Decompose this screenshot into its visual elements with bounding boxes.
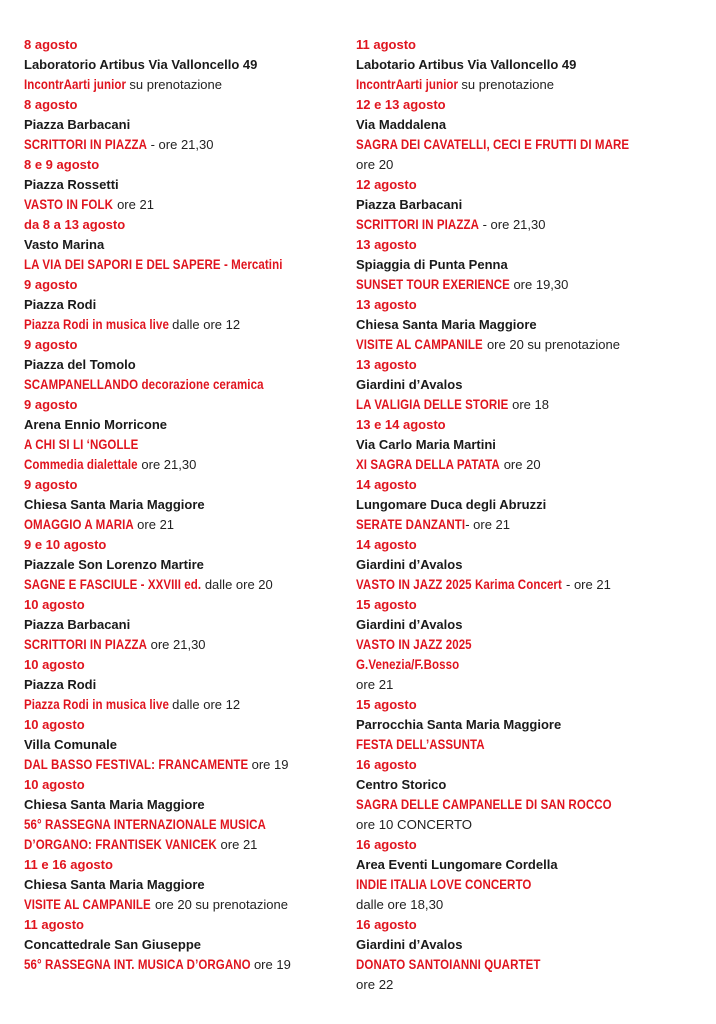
- event-title: FESTA DELL’ASSUNTA: [356, 737, 485, 752]
- event-date: 16 agosto: [356, 757, 417, 772]
- event-line: [24, 135, 342, 155]
- event-line: [24, 575, 342, 595]
- event-time-note: ore 19: [248, 757, 289, 772]
- event-title: SAGRA DELLE CAMPANELLE DI SAN ROCCO: [356, 797, 612, 812]
- event-location: Chiesa Santa Maria Maggiore: [356, 317, 537, 332]
- event-date: 8 agosto: [24, 97, 78, 112]
- event-title: OMAGGIO A MARIA: [24, 517, 134, 532]
- event-location: Labotario Artibus Via Valloncello 49: [356, 57, 577, 72]
- event-line: [24, 635, 342, 655]
- event-line: [24, 695, 342, 715]
- event-location: Piazza Barbacani: [24, 117, 131, 132]
- event-line: [24, 375, 342, 395]
- event-time-note: ore 21: [216, 837, 258, 852]
- event-date: 13 e 14 agosto: [356, 417, 446, 432]
- event-location: Piazza Rossetti: [24, 177, 119, 192]
- event-location: Chiesa Santa Maria Maggiore: [24, 877, 205, 892]
- event-title: SUNSET TOUR EXERIENCE: [356, 277, 510, 292]
- event-line: [356, 75, 701, 95]
- event-title: SAGRA DEI CAVATELLI, CECI E FRUTTI DI MARE: [356, 137, 630, 152]
- event-date: 9 agosto: [24, 477, 78, 492]
- event-time-note: - ore 21: [465, 517, 511, 532]
- event-title: VISITE AL CAMPANILE: [24, 897, 151, 912]
- event-location: Piazza Rodi: [24, 297, 97, 312]
- event-title: XI SAGRA DELLA PATATA: [356, 457, 500, 472]
- event-time-note: - ore 21,30: [478, 217, 546, 232]
- event-note: ore 22: [356, 977, 394, 992]
- event-date: 11 e 16 agosto: [24, 857, 113, 872]
- event-time-note: su prenotazione: [125, 77, 222, 92]
- event-location: Piazza Barbacani: [356, 197, 463, 212]
- event-line: [356, 335, 701, 355]
- event-line: [24, 955, 342, 975]
- event-line: [356, 395, 701, 415]
- event-date: 14 agosto: [356, 477, 417, 492]
- event-line: [24, 435, 342, 455]
- event-line: [24, 195, 342, 215]
- event-date: 9 agosto: [24, 337, 78, 352]
- event-location: Giardini d’Avalos: [356, 557, 463, 572]
- event-location: Spiaggia di Punta Penna: [356, 257, 508, 272]
- event-title: SAGNE E FASCIULE - XXVIII ed.: [24, 577, 202, 592]
- event-time-note: ore 19: [250, 957, 291, 972]
- event-location: Piazza Barbacani: [24, 617, 131, 632]
- event-title: SCRITTORI IN PIAZZA: [24, 137, 147, 152]
- event-location: Via Maddalena: [356, 117, 447, 132]
- event-line: [356, 795, 701, 815]
- event-location: Piazza Rodi: [24, 677, 97, 692]
- event-title: 56° RASSEGNA INT. MUSICA D’ORGANO: [24, 957, 251, 972]
- event-time-note: dalle ore 20: [201, 577, 273, 592]
- event-line: [24, 515, 342, 535]
- event-location: Centro Storico: [356, 777, 447, 792]
- event-title: SCAMPANELLANDO decorazione ceramica: [24, 377, 264, 392]
- event-title: VASTO IN JAZZ 2025: [356, 637, 472, 652]
- event-date: 13 agosto: [356, 357, 417, 372]
- event-title: A CHI SI LI ‘NGOLLE: [24, 437, 139, 452]
- event-time-note: ore 21,30: [146, 637, 206, 652]
- event-location: Chiesa Santa Maria Maggiore: [24, 797, 205, 812]
- event-date: 8 e 9 agosto: [24, 157, 100, 172]
- event-title: Piazza Rodi in musica live: [24, 697, 169, 712]
- event-line: [24, 755, 342, 775]
- event-note: ore 10 CONCERTO: [356, 817, 473, 832]
- event-location: Area Eventi Lungomare Cordella: [356, 857, 558, 872]
- event-time-note: - ore 21: [562, 577, 611, 592]
- event-date: 10 agosto: [24, 597, 85, 612]
- event-location: Chiesa Santa Maria Maggiore: [24, 497, 205, 512]
- event-line: [24, 255, 342, 275]
- event-title: IncontrAarti junior: [356, 77, 459, 92]
- event-time-note: ore 21: [113, 197, 154, 212]
- event-title: DONATO SANTOIANNI QUARTET: [356, 957, 541, 972]
- event-location: Giardini d’Avalos: [356, 937, 463, 952]
- event-location: Giardini d’Avalos: [356, 377, 463, 392]
- event-line: [356, 875, 701, 895]
- event-title: VISITE AL CAMPANILE: [356, 337, 483, 352]
- event-date: 11 agosto: [356, 37, 416, 52]
- event-title: LA VALIGIA DELLE STORIE: [356, 397, 509, 412]
- event-line: [24, 75, 342, 95]
- event-line: [356, 515, 701, 535]
- event-date: 10 agosto: [24, 777, 85, 792]
- event-line: [356, 455, 701, 475]
- event-line: [24, 835, 342, 855]
- event-title: G.Venezia/F.Bosso: [356, 657, 460, 672]
- event-title: Commedia dialettale: [24, 457, 138, 472]
- event-date: 10 agosto: [24, 657, 85, 672]
- event-note: dalle ore 18,30: [356, 897, 444, 912]
- event-location: Vasto Marina: [24, 237, 105, 252]
- event-date: 12 e 13 agosto: [356, 97, 446, 112]
- event-line: [24, 895, 342, 915]
- event-time-note: ore 20 su prenotazione: [151, 897, 288, 912]
- event-location: Via Carlo Maria Martini: [356, 437, 496, 452]
- event-title: D’ORGANO: FRANTISEK VANICEK: [24, 837, 217, 852]
- event-location: Lungomare Duca degli Abruzzi: [356, 497, 547, 512]
- event-date: 13 agosto: [356, 237, 417, 252]
- event-time-note: ore 18: [508, 397, 549, 412]
- event-time-note: ore 21: [133, 517, 175, 532]
- event-location: Arena Ennio Morricone: [24, 417, 168, 432]
- event-date: 9 agosto: [24, 277, 78, 292]
- event-location: Villa Comunale: [24, 737, 117, 752]
- event-time-note: su prenotazione: [457, 77, 554, 92]
- right-column: [356, 35, 701, 995]
- event-line: [356, 275, 701, 295]
- event-date: 16 agosto: [356, 837, 417, 852]
- event-date: 15 agosto: [356, 697, 417, 712]
- event-date: 9 agosto: [24, 397, 78, 412]
- event-time-note: ore 19,30: [509, 277, 569, 292]
- event-title: IncontrAarti junior: [24, 77, 127, 92]
- event-title: SCRITTORI IN PIAZZA: [356, 217, 479, 232]
- event-line: [356, 575, 701, 595]
- event-title: VASTO IN JAZZ 2025 Karima Concert: [356, 577, 562, 592]
- event-title: LA VIA DEI SAPORI E DEL SAPERE - Mercatini: [24, 257, 283, 272]
- event-location: Laboratorio Artibus Via Valloncello 49: [24, 57, 258, 72]
- event-line: [24, 315, 342, 335]
- event-date: da 8 a 13 agosto: [24, 217, 126, 232]
- event-location: Giardini d’Avalos: [356, 617, 463, 632]
- event-time-note: ore 21,30: [137, 457, 197, 472]
- event-line: [24, 815, 342, 835]
- event-line: [356, 655, 701, 675]
- event-location: Concattedrale San Giuseppe: [24, 937, 201, 952]
- event-date: 9 e 10 agosto: [24, 537, 107, 552]
- event-line: [356, 735, 701, 755]
- event-location: Piazzale Son Lorenzo Martire: [24, 557, 204, 572]
- event-date: 8 agosto: [24, 37, 78, 52]
- event-line: [356, 215, 701, 235]
- event-title: Piazza Rodi in musica live: [24, 317, 169, 332]
- event-line: [356, 955, 701, 975]
- event-title: SERATE DANZANTI: [356, 517, 466, 532]
- event-time-note: - ore 21,30: [146, 137, 214, 152]
- event-title: INDIE ITALIA LOVE CONCERTO: [356, 877, 532, 892]
- event-location: Piazza del Tomolo: [24, 357, 136, 372]
- event-line: [24, 455, 342, 475]
- event-title: VASTO IN FOLK: [24, 197, 113, 212]
- event-time-note: dalle ore 12: [168, 317, 241, 332]
- event-title: SCRITTORI IN PIAZZA: [24, 637, 147, 652]
- event-note: ore 21: [356, 677, 394, 692]
- event-time-note: dalle ore 12: [168, 697, 241, 712]
- event-title: 56° RASSEGNA INTERNAZIONALE MUSICA: [24, 817, 266, 832]
- event-note: ore 20: [356, 157, 394, 172]
- event-date: 13 agosto: [356, 297, 417, 312]
- event-date: 15 agosto: [356, 597, 417, 612]
- event-date: 14 agosto: [356, 537, 417, 552]
- event-title: DAL BASSO FESTIVAL: FRANCAMENTE: [24, 757, 249, 772]
- event-line: [356, 135, 701, 155]
- event-time-note: ore 20 su prenotazione: [483, 337, 620, 352]
- event-location: Parrocchia Santa Maria Maggiore: [356, 717, 562, 732]
- event-date: 10 agosto: [24, 717, 85, 732]
- event-date: 11 agosto: [24, 917, 84, 932]
- left-column: [24, 35, 342, 975]
- event-line: [356, 635, 701, 655]
- event-time-note: ore 20: [500, 457, 541, 472]
- event-date: 16 agosto: [356, 917, 417, 932]
- event-date: 12 agosto: [356, 177, 417, 192]
